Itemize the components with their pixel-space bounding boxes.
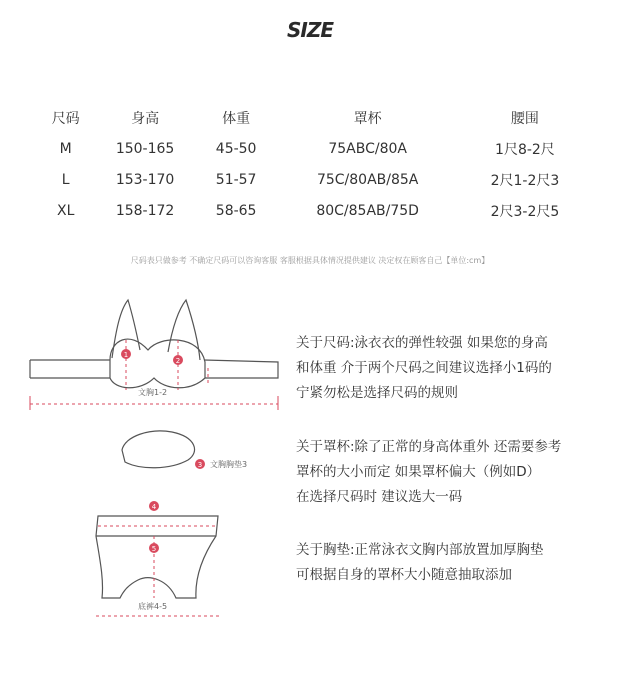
brief-label: 底裤4-5 [138, 602, 168, 611]
table-cell: 80C/85AB/75D [316, 202, 419, 219]
table-cell: M [59, 140, 72, 157]
bra-label: 文胸1-2 [138, 388, 168, 397]
header-height: 身高 [131, 111, 160, 127]
table-cell: XL [57, 202, 75, 219]
table-cell: 153-170 [115, 171, 175, 188]
page-title: SIZE [286, 18, 333, 42]
table-cell: L [61, 171, 70, 188]
description-line: 宁紧勿松是选择尺码的规则 [296, 385, 458, 401]
description-line: 和体重 介于两个尺码之间建议选择小1码的 [296, 360, 552, 376]
table-cell: 51-57 [215, 171, 257, 188]
brief-outline [96, 516, 218, 598]
table-cell: 1尺8-2尺 [495, 141, 555, 158]
chest-pad [122, 431, 195, 468]
table-cell: 158-172 [115, 202, 175, 219]
bra-cups [110, 339, 205, 388]
description-line: 罩杯的大小而定 如果罩杯偏大（例如D） [296, 464, 541, 480]
header-cup: 罩杯 [353, 111, 382, 127]
description-line: 关于胸垫:正常泳衣文胸内部放置加厚胸垫 [296, 542, 544, 558]
cup-description [296, 435, 561, 510]
table-cell: 45-50 [215, 140, 257, 157]
marker-1-label: 1 [123, 351, 129, 359]
pad-description [296, 538, 544, 588]
size-description [296, 331, 552, 406]
marker-3-label: 3 [197, 461, 203, 469]
table-cell: 58-65 [215, 202, 257, 219]
header-weight: 体重 [222, 111, 251, 127]
header-size: 尺码 [51, 111, 80, 127]
bra-band [30, 360, 278, 378]
pad-label: 文胸胸垫3 [210, 460, 248, 469]
table-cell: 2尺1-2尺3 [490, 172, 560, 189]
description-line: 在选择尺码时 建议选大一码 [296, 489, 463, 505]
header-waist: 腰围 [510, 111, 539, 127]
description-line: 可根据自身的罩杯大小随意抽取添加 [296, 567, 512, 583]
table-cell: 150-165 [115, 140, 175, 157]
marker-5-label: 5 [151, 545, 157, 553]
description-line: 关于尺码:泳衣衣的弹性较强 如果您的身高 [296, 335, 548, 351]
description-line: 关于罩杯:除了正常的身高体重外 还需要参考 [296, 439, 562, 455]
marker-4-label: 4 [151, 503, 157, 511]
bra-strap-right [168, 300, 200, 360]
table-cell: 75C/80AB/85A [316, 171, 419, 188]
marker-2-label: 2 [175, 357, 181, 365]
table-cell: 75ABC/80A [328, 140, 407, 157]
size-note: 尺码表只做参考 不确定尺码可以咨询客服 客服根据具体情况提供建议 决定权在顾客自己【单位:cm】 [130, 256, 490, 265]
table-cell: 2尺3-2尺5 [490, 203, 560, 220]
